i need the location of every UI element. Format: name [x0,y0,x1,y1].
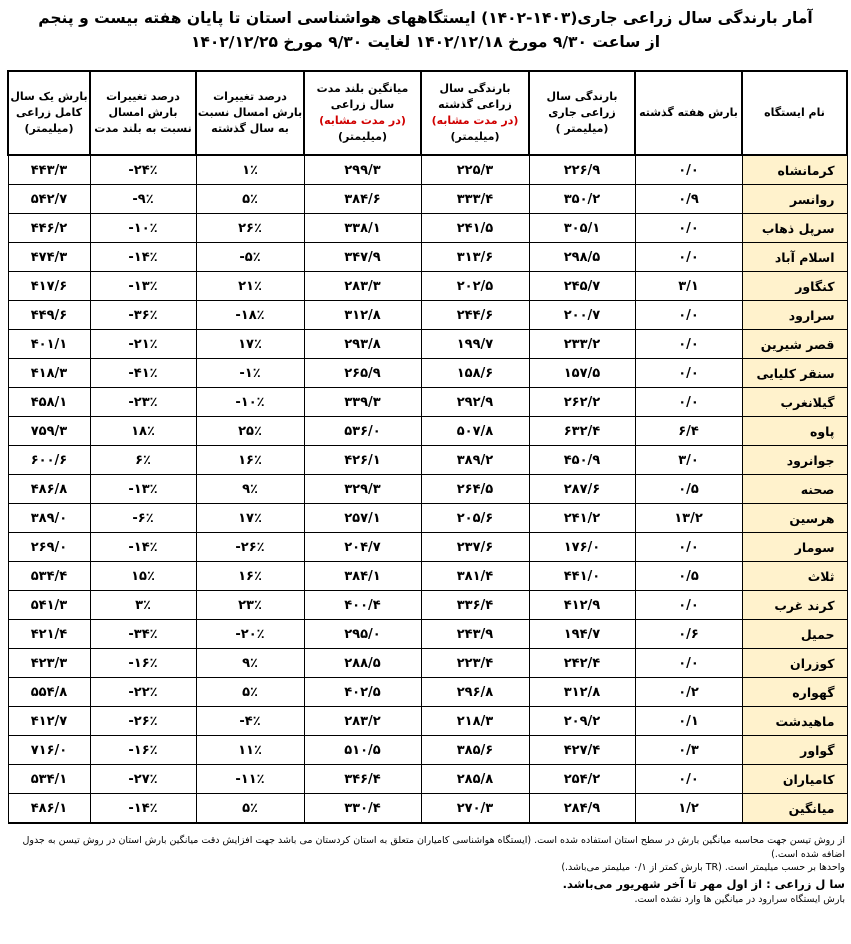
cell-chg-last: ۵٪ [196,678,304,707]
cell-long: ۲۹۳/۸ [304,330,421,359]
cell-chg-last: ۹٪ [196,475,304,504]
report-period: از ساعت ۹/۳۰ مورخ ۱۴۰۲/۱۲/۱۸ لغایت ۹/۳۰ مورخ ۱۴۰۲/۱۲/۲۵ [190,33,661,51]
cell-current: ۴۲۷/۴ [529,736,635,765]
cell-long: ۲۰۴/۷ [304,533,421,562]
cell-current: ۴۵۰/۹ [529,446,635,475]
cell-station: قصر شیرین [742,330,847,359]
cell-long: ۲۹۹/۳ [304,155,421,185]
header-last-week: بارش هفته گذشته [635,71,742,155]
cell-chg-long: -۱۳٪ [90,272,196,301]
cell-chg-long: -۱۳٪ [90,475,196,504]
table-row [8,591,847,620]
cell-chg-last: ۹٪ [196,649,304,678]
cell-chg-last: -۲۰٪ [196,620,304,649]
cell-chg-last: ۱۷٪ [196,330,304,359]
cell-station: میانگین [742,794,847,824]
cell-station: روانسر [742,185,847,214]
cell-chg-long: ۱۸٪ [90,417,196,446]
table-row [8,155,847,185]
table-row [8,794,847,824]
cell-full: ۴۷۴/۳ [8,243,90,272]
cell-chg-last: ۲۶٪ [196,214,304,243]
cell-full: ۷۵۹/۳ [8,417,90,446]
cell-week: ۳/۱ [635,272,742,301]
cell-chg-long: -۱۴٪ [90,533,196,562]
cell-chg-last: -۲۶٪ [196,533,304,562]
cell-full: ۴۱۷/۶ [8,272,90,301]
table-row [8,765,847,794]
cell-chg-last: -۱۸٪ [196,301,304,330]
cell-week: ۳/۰ [635,446,742,475]
table-row [8,214,847,243]
table-row [8,243,847,272]
table-row [8,388,847,417]
cell-week: ۰/۰ [635,765,742,794]
footnotes [7,834,845,906]
cell-chg-long: -۹٪ [90,185,196,214]
cell-station: گواور [742,736,847,765]
cell-long: ۳۳۸/۱ [304,214,421,243]
cell-chg-long: ۱۵٪ [90,562,196,591]
cell-last: ۲۲۳/۴ [421,649,529,678]
table-header-row [8,71,847,155]
cell-long: ۵۳۶/۰ [304,417,421,446]
cell-chg-last: -۱۰٪ [196,388,304,417]
cell-week: ۱/۲ [635,794,742,824]
cell-long: ۴۰۰/۴ [304,591,421,620]
footnote-units: واحدها بر حسب میلیمتر است. (TR بارش کمتر از ۰/۱ میلیمتر می‌باشد.) [561,862,845,873]
cell-last: ۳۱۳/۶ [421,243,529,272]
header-last-year-unit: (میلیمتر) [450,130,500,143]
cell-full: ۴۲۱/۴ [8,620,90,649]
cell-full: ۴۴۹/۶ [8,301,90,330]
header-station: نام ایستگاه [742,71,847,155]
cell-long: ۳۴۷/۹ [304,243,421,272]
table-row [8,446,847,475]
cell-chg-long: -۱۶٪ [90,649,196,678]
cell-current: ۳۱۲/۸ [529,678,635,707]
cell-station: کنگاور [742,272,847,301]
header-last-year [421,71,529,155]
cell-last: ۲۶۴/۵ [421,475,529,504]
cell-week: ۰/۰ [635,214,742,243]
cell-current: ۴۱۲/۹ [529,591,635,620]
cell-station: کرمانشاه [742,155,847,185]
cell-station: سرارود [742,301,847,330]
cell-full: ۷۱۶/۰ [8,736,90,765]
table-row [8,417,847,446]
cell-current: ۲۲۶/۹ [529,155,635,185]
header-change-last-year: درصد تغییرات بارش امسال نسبت به سال گذشته [196,71,304,155]
cell-week: ۰/۰ [635,330,742,359]
cell-week: ۰/۰ [635,243,742,272]
cell-full: ۴۸۶/۸ [8,475,90,504]
cell-last: ۲۷۰/۳ [421,794,529,824]
cell-last: ۲۹۲/۹ [421,388,529,417]
cell-week: ۰/۵ [635,562,742,591]
cell-week: ۰/۰ [635,155,742,185]
cell-full: ۴۲۳/۳ [8,649,90,678]
table-row [8,620,847,649]
cell-chg-last: -۱٪ [196,359,304,388]
cell-chg-long: -۱۴٪ [90,794,196,824]
table-row [8,330,847,359]
cell-last: ۲۳۷/۶ [421,533,529,562]
cell-chg-long: ۶٪ [90,446,196,475]
cell-chg-last: ۲۳٪ [196,591,304,620]
cell-full: ۴۱۲/۷ [8,707,90,736]
cell-station: گهواره [742,678,847,707]
table-row [8,272,847,301]
cell-full: ۶۰۰/۶ [8,446,90,475]
cell-station: هرسین [742,504,847,533]
cell-current: ۲۰۰/۷ [529,301,635,330]
cell-long: ۳۳۹/۳ [304,388,421,417]
cell-full: ۴۸۶/۱ [8,794,90,824]
cell-station: گیلانغرب [742,388,847,417]
cell-long: ۲۸۳/۲ [304,707,421,736]
cell-current: ۱۹۴/۷ [529,620,635,649]
cell-week: ۰/۱ [635,707,742,736]
cell-full: ۴۱۸/۳ [8,359,90,388]
cell-chg-long: -۴۱٪ [90,359,196,388]
cell-chg-long: -۳۶٪ [90,301,196,330]
cell-current: ۱۵۷/۵ [529,359,635,388]
footnote-crop-year: سا ل زراعی : از اول مهر تا آخر شهریور می‌باشد. [562,876,845,891]
cell-last: ۲۴۱/۵ [421,214,529,243]
cell-last: ۲۸۵/۸ [421,765,529,794]
cell-chg-long: -۶٪ [90,504,196,533]
cell-long: ۲۸۳/۳ [304,272,421,301]
footnote-method: از روش تیسن جهت محاسبه میانگین بارش در سطح استان استفاده شده است. (ایستگاه هواشناسی کامیاران متعلق به استان کردستان می باشد جهت افزایش دقت میانگین بارش استان در روش تیسن به جدول اضافه شده است.) [22,835,845,860]
cell-long: ۳۳۰/۴ [304,794,421,824]
cell-chg-last: ۱۷٪ [196,504,304,533]
cell-last: ۲۲۵/۳ [421,155,529,185]
cell-station: پاوه [742,417,847,446]
cell-station: جوانرود [742,446,847,475]
cell-full: ۵۴۲/۷ [8,185,90,214]
header-change-long-term: درصد تغییرات بارش امسال نسبت به بلند مدت [90,71,196,155]
cell-long: ۲۵۷/۱ [304,504,421,533]
cell-last: ۳۸۵/۶ [421,736,529,765]
cell-last: ۳۸۱/۴ [421,562,529,591]
header-long-term [304,71,421,155]
cell-chg-long: ۳٪ [90,591,196,620]
header-long-term-note: (در مدت مشابه) [319,114,406,127]
cell-current: ۲۶۲/۲ [529,388,635,417]
cell-chg-long: -۱۶٪ [90,736,196,765]
cell-full: ۴۴۳/۳ [8,155,90,185]
header-last-year-label: بارندگی سال زراعی گذشته [438,82,512,111]
cell-chg-last: ۱۶٪ [196,562,304,591]
cell-long: ۳۴۶/۴ [304,765,421,794]
cell-current: ۳۵۰/۲ [529,185,635,214]
table-row [8,301,847,330]
cell-station: سومار [742,533,847,562]
header-long-term-label: میانگین بلند مدت سال زراعی [316,82,409,111]
cell-full: ۵۴۱/۳ [8,591,90,620]
cell-last: ۲۰۵/۶ [421,504,529,533]
report-title: آمار بارندگی سال زراعی جاری(۱۴۰۳-۱۴۰۲) ایستگاههای هواشناسی استان تا پایان هفته بیست و پنجم [38,9,813,27]
cell-last: ۵۰۷/۸ [421,417,529,446]
cell-long: ۳۱۲/۸ [304,301,421,330]
cell-current: ۲۹۸/۵ [529,243,635,272]
cell-chg-last: ۱۶٪ [196,446,304,475]
rainfall-table [7,70,848,824]
table-row [8,649,847,678]
cell-chg-last: ۱۱٪ [196,736,304,765]
header-current-year: بارندگی سال زراعی جاری (میلیمتر ) [529,71,635,155]
cell-chg-long: -۲۷٪ [90,765,196,794]
table-body [8,155,847,823]
cell-chg-long: -۳۴٪ [90,620,196,649]
cell-chg-last: ۵٪ [196,794,304,824]
cell-station: کوزران [742,649,847,678]
cell-current: ۲۵۴/۲ [529,765,635,794]
cell-week: ۰/۳ [635,736,742,765]
header-long-term-unit: (میلیمتر) [337,130,388,143]
cell-week: ۰/۰ [635,533,742,562]
cell-full: ۵۵۴/۸ [8,678,90,707]
table-row [8,359,847,388]
cell-long: ۳۸۴/۱ [304,562,421,591]
cell-current: ۲۸۷/۶ [529,475,635,504]
cell-current: ۲۸۴/۹ [529,794,635,824]
cell-week: ۰/۰ [635,359,742,388]
cell-week: ۰/۲ [635,678,742,707]
table-row [8,475,847,504]
cell-last: ۳۳۶/۴ [421,591,529,620]
table-row [8,504,847,533]
cell-station: حمیل [742,620,847,649]
cell-week: ۱۳/۲ [635,504,742,533]
cell-full: ۲۶۹/۰ [8,533,90,562]
cell-long: ۳۲۹/۳ [304,475,421,504]
cell-chg-long: -۱۴٪ [90,243,196,272]
table-row [8,533,847,562]
cell-full: ۴۵۸/۱ [8,388,90,417]
header-full-year: بارش یک سال کامل زراعی (میلیمتر) [8,71,90,155]
cell-station: صحنه [742,475,847,504]
cell-week: ۰/۰ [635,388,742,417]
header-last-year-note: (در مدت مشابه) [431,114,519,127]
cell-full: ۳۸۹/۰ [8,504,90,533]
cell-last: ۲۹۶/۸ [421,678,529,707]
cell-last: ۲۴۴/۶ [421,301,529,330]
cell-station: ماهیدشت [742,707,847,736]
cell-long: ۵۱۰/۵ [304,736,421,765]
cell-station: کرند غرب [742,591,847,620]
cell-current: ۲۴۲/۴ [529,649,635,678]
cell-current: ۳۰۵/۱ [529,214,635,243]
cell-week: ۰/۹ [635,185,742,214]
cell-station: ثلاث [742,562,847,591]
cell-chg-last: ۲۱٪ [196,272,304,301]
cell-last: ۲۴۳/۹ [421,620,529,649]
cell-last: ۲۱۸/۳ [421,707,529,736]
cell-station: سنقر کلیایی [742,359,847,388]
cell-current: ۴۴۱/۰ [529,562,635,591]
cell-current: ۱۷۶/۰ [529,533,635,562]
cell-current: ۲۴۱/۲ [529,504,635,533]
footnote-exclusion: بارش ایستگاه سرارود در میانگین ها وارد نشده است. [634,893,845,905]
cell-week: ۰/۰ [635,649,742,678]
table-row [8,185,847,214]
cell-chg-last: -۵٪ [196,243,304,272]
cell-long: ۲۹۵/۰ [304,620,421,649]
cell-long: ۲۸۸/۵ [304,649,421,678]
cell-station: اسلام آباد [742,243,847,272]
cell-current: ۲۴۵/۷ [529,272,635,301]
cell-last: ۱۵۸/۶ [421,359,529,388]
cell-week: ۶/۴ [635,417,742,446]
cell-last: ۲۰۲/۵ [421,272,529,301]
cell-chg-long: -۲۲٪ [90,678,196,707]
cell-chg-long: -۲۴٪ [90,155,196,185]
cell-chg-long: -۲۱٪ [90,330,196,359]
cell-full: ۴۴۶/۲ [8,214,90,243]
cell-last: ۳۸۹/۲ [421,446,529,475]
cell-long: ۳۸۴/۶ [304,185,421,214]
cell-full: ۵۳۴/۱ [8,765,90,794]
cell-chg-long: -۲۳٪ [90,388,196,417]
cell-last: ۱۹۹/۷ [421,330,529,359]
cell-station: کامیاران [742,765,847,794]
cell-full: ۴۰۱/۱ [8,330,90,359]
cell-chg-long: -۲۶٪ [90,707,196,736]
table-row [8,736,847,765]
cell-current: ۲۰۹/۲ [529,707,635,736]
table-row [8,678,847,707]
cell-chg-last: ۱٪ [196,155,304,185]
cell-week: ۰/۰ [635,591,742,620]
cell-week: ۰/۵ [635,475,742,504]
cell-current: ۶۳۲/۴ [529,417,635,446]
table-row [8,707,847,736]
cell-long: ۲۶۵/۹ [304,359,421,388]
cell-chg-last: ۵٪ [196,185,304,214]
cell-station: سرپل ذهاب [742,214,847,243]
cell-week: ۰/۶ [635,620,742,649]
table-row [8,562,847,591]
cell-full: ۵۳۴/۴ [8,562,90,591]
cell-long: ۴۲۶/۱ [304,446,421,475]
cell-week: ۰/۰ [635,301,742,330]
cell-long: ۴۰۲/۵ [304,678,421,707]
cell-chg-long: -۱۰٪ [90,214,196,243]
cell-chg-last: -۱۱٪ [196,765,304,794]
cell-current: ۲۳۳/۲ [529,330,635,359]
cell-chg-last: ۲۵٪ [196,417,304,446]
cell-chg-last: -۴٪ [196,707,304,736]
cell-last: ۳۳۳/۴ [421,185,529,214]
